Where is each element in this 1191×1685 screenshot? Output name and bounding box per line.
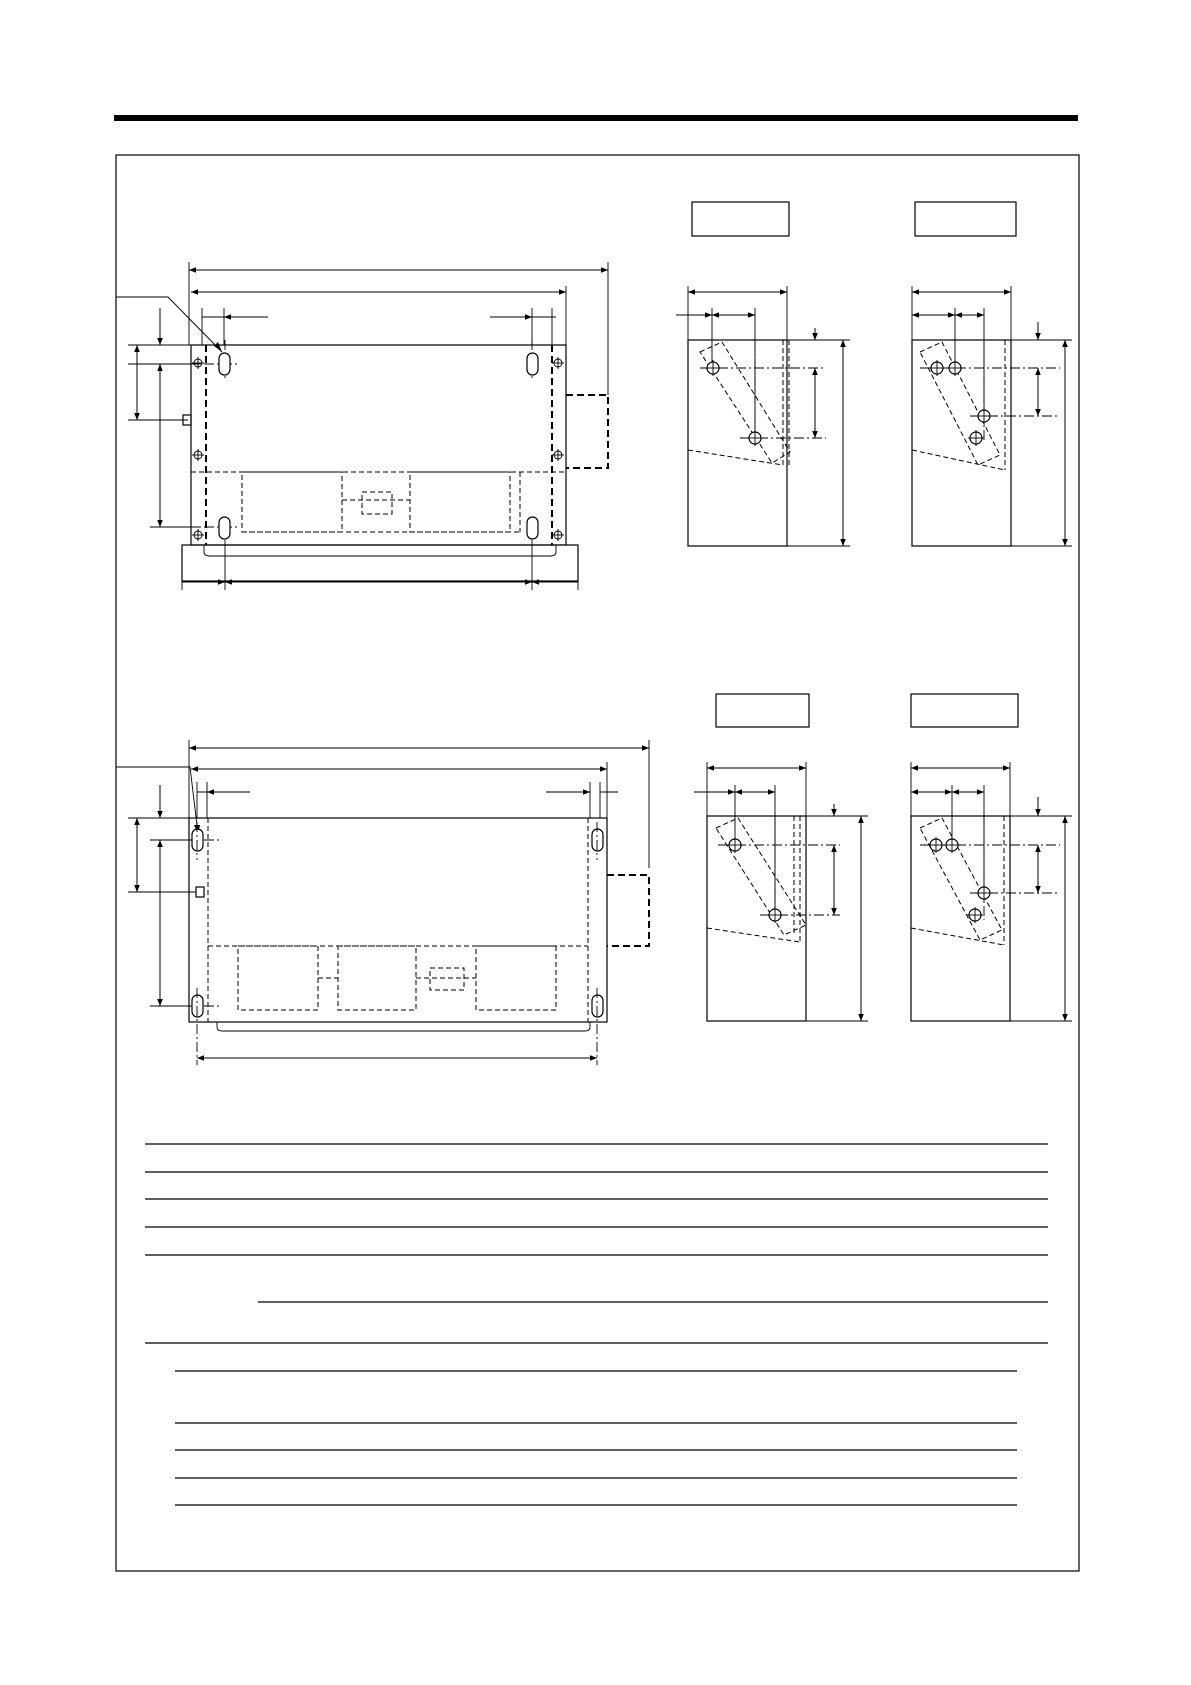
label-box-a [692, 202, 789, 236]
header-rule [114, 115, 1078, 121]
side-view-c [694, 694, 868, 1021]
side-view-d [911, 694, 1072, 1021]
front-view-lower [116, 740, 649, 1065]
side-view-b [912, 202, 1072, 546]
spec-table [145, 1144, 1048, 1505]
label-box-c [716, 694, 809, 727]
side-view-a [676, 202, 850, 546]
label-box-d [911, 694, 1018, 727]
label-box-b [915, 202, 1016, 236]
front-view-upper [116, 262, 608, 590]
